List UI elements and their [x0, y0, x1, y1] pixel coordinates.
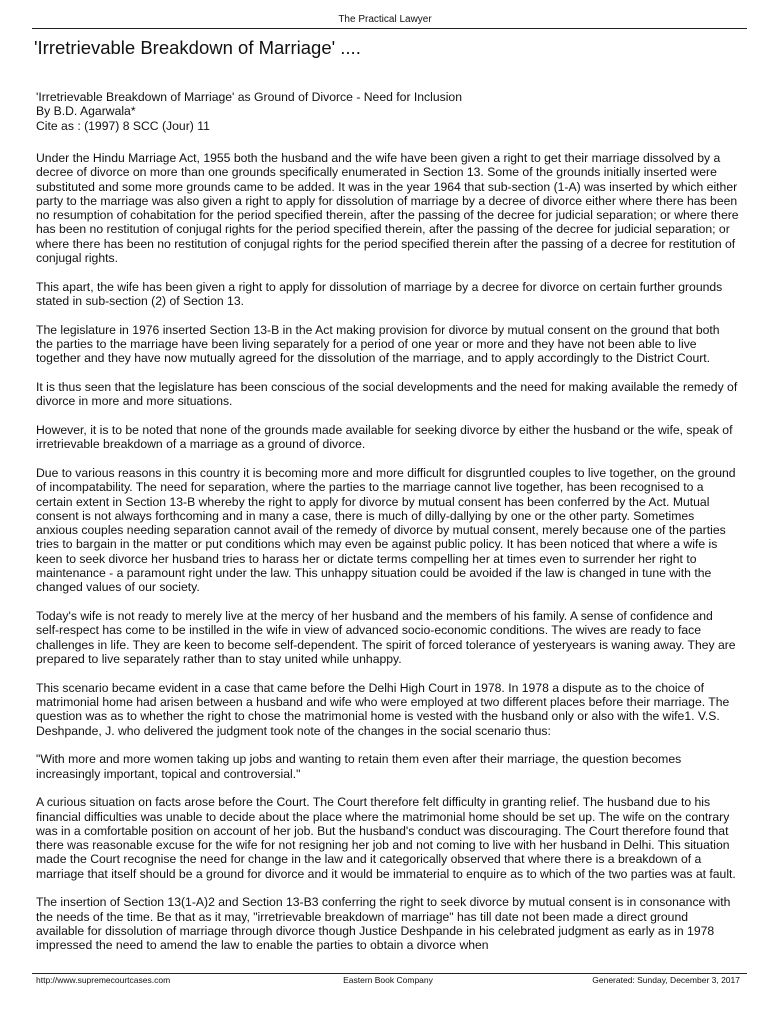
paragraph: The insertion of Section 13(1-A)2 and Section 13-B3 conferring the right to seek divorce by mutual consent is in consonance with the needs of the time. Be that as it may, "irretrievable breakdown of marriage" has till date not been made a direct ground available for dissolution of marriage through divorce though Justice Deshpande in his celebrated judgment as early as in 1978 impressed the need to amend the law to enable the parties to obtain a divorce when: [36, 895, 731, 953]
paragraph: Today's wife is not ready to merely live at the mercy of her husband and the members of his family. A sense of confidence and self-respect has come to be instilled in the wife in view of advanced socio-economic conditions. The wives are ready to face challenges in life. They are keen to become self-dependent. The spirit of forced tolerance of yesteryears is waning away. They are prepared to live separately rather than to stay united while unhappy.: [36, 609, 736, 666]
paragraph: Due to various reasons in this country it is becoming more and more difficult for disgruntled couples to live together, on the ground of incompatability. The need for separation, where the parties to the marriage cannot live together, has been recognised to a certain extent in Section 13-B whereby the right to apply for divorce by mutual consent has been conferred by the Act. Mutual consent is not always forthcoming and in many a case, there is much of dilly-dallying by one or the other party. Sometimes anxious couples needing separation cannot avail of the remedy of divorce by mutual consent, merely because one of the parties tries to bargain in the matter or put conditions which may even be against public policy. It has been noticed that where a wife is keen to seek divorce her husband tries to harass her or dictate terms compelling her at times even to surrender her right to maintenance - a paramount right under the law. This unhappy situation could be avoided if the law is changed in tune with the changed values of our society.: [36, 466, 736, 595]
paragraph: It is thus seen that the legislature has been conscious of the social developments and the need for making available the remedy of divorce in more and more situations.: [36, 380, 738, 409]
running-header: The Practical Lawyer: [338, 14, 432, 25]
article-meta: [36, 90, 736, 133]
article-author: By B.D. Agarwala*: [36, 104, 136, 119]
footer-publisher: Eastern Book Company: [343, 975, 433, 985]
block-quote: "With more and more women taking up jobs and wanting to retain them even after their marriage, the question becomes increasingly important, topical and controversial.": [36, 752, 682, 781]
page-footer: [36, 975, 740, 987]
header-rule: [32, 28, 747, 29]
paragraph: A curious situation on facts arose before the Court. The Court therefore felt difficulty in granting relief. The husband due to his financial difficulties was unable to decide about the place where the matrimonial home should be set up. The wife on the contrary was in a comfortable position on account of her job. But the husband's conduct was discouraging. The Court therefore found that there was reasonable excuse for the wife for not resigning her job and not coming to live with her husband in Delhi. This situation made the Court recognise the need for change in the law and it categorically observed that where there is a breakdown of a marriage that itself should be a ground for divorce and it would be immaterial to enquire as to which of the two parties was at fault.: [36, 795, 736, 881]
footer-url-link[interactable]: http://www.supremecourtcases.com: [36, 975, 171, 985]
paragraph: This apart, the wife has been given a right to apply for dissolution of marriage by a decree for divorce on certain further grounds stated in sub-section (2) of Section 13.: [36, 279, 723, 309]
page-title: 'Irretrievable Breakdown of Marriage' ....: [34, 37, 361, 58]
paragraph: The legislature in 1976 inserted Section 13-B in the Act making provision for divorce by mutual consent on the ground that both the parties to the marriage have been living separately for a period of one year or more and they have not been able to live together and they have now mutually agreed for the dissolution of the marriage, and to apply accordingly to the District Court.: [36, 322, 720, 366]
paragraph: However, it is to be noted that none of the grounds made available for seeking divorce by either the husband or the wife, speak of irretrievable breakdown of a marriage as a ground of divorce.: [36, 423, 733, 452]
footer-rule: [32, 973, 747, 974]
article-citation: Cite as : (1997) 8 SCC (Jour) 11: [36, 118, 210, 133]
paragraph: Under the Hindu Marriage Act, 1955 both the husband and the wife have been given a right to get their marriage dissolved by a decree of divorce on more than one grounds specifically enumerated in Section 13. Some of the grounds initially inserted were substituted and some more grounds came to be added. It was in the year 1964 that sub-section (1-A) was inserted by which either party to the marriage was also given a right to apply for dissolution of marriage by a decree of divorce either where there has been no resumption of cohabitation for the period specified therein, after the passing of the decree for judicial separation; or where there has been no restitution of conjugal rights for the period specified therein, after the passing of the decree for judicial separation; or where there has been no restitution of conjugal rights for the period specified therein after the passing of a decree for restitution of conjugal rights.: [36, 151, 739, 266]
article-body: [36, 151, 739, 971]
footer-generated-date: Generated: Sunday, December 3, 2017: [592, 975, 740, 985]
paragraph: This scenario became evident in a case that came before the Delhi High Court in 1978. In 1978 a dispute as to the choice of matrimonial home had arisen between a husband and wife who were employed at two different places before their marriage. The question was as to whether the right to chose the matrimonial home is vested with the husband only or also with the wife1. V.S. Deshpande, J. who delivered the judgment took note of the changes in the social scenario thus:: [36, 680, 730, 738]
article-subtitle: 'Irretrievable Breakdown of Marriage' as Ground of Divorce - Need for Inclusion: [36, 90, 462, 104]
